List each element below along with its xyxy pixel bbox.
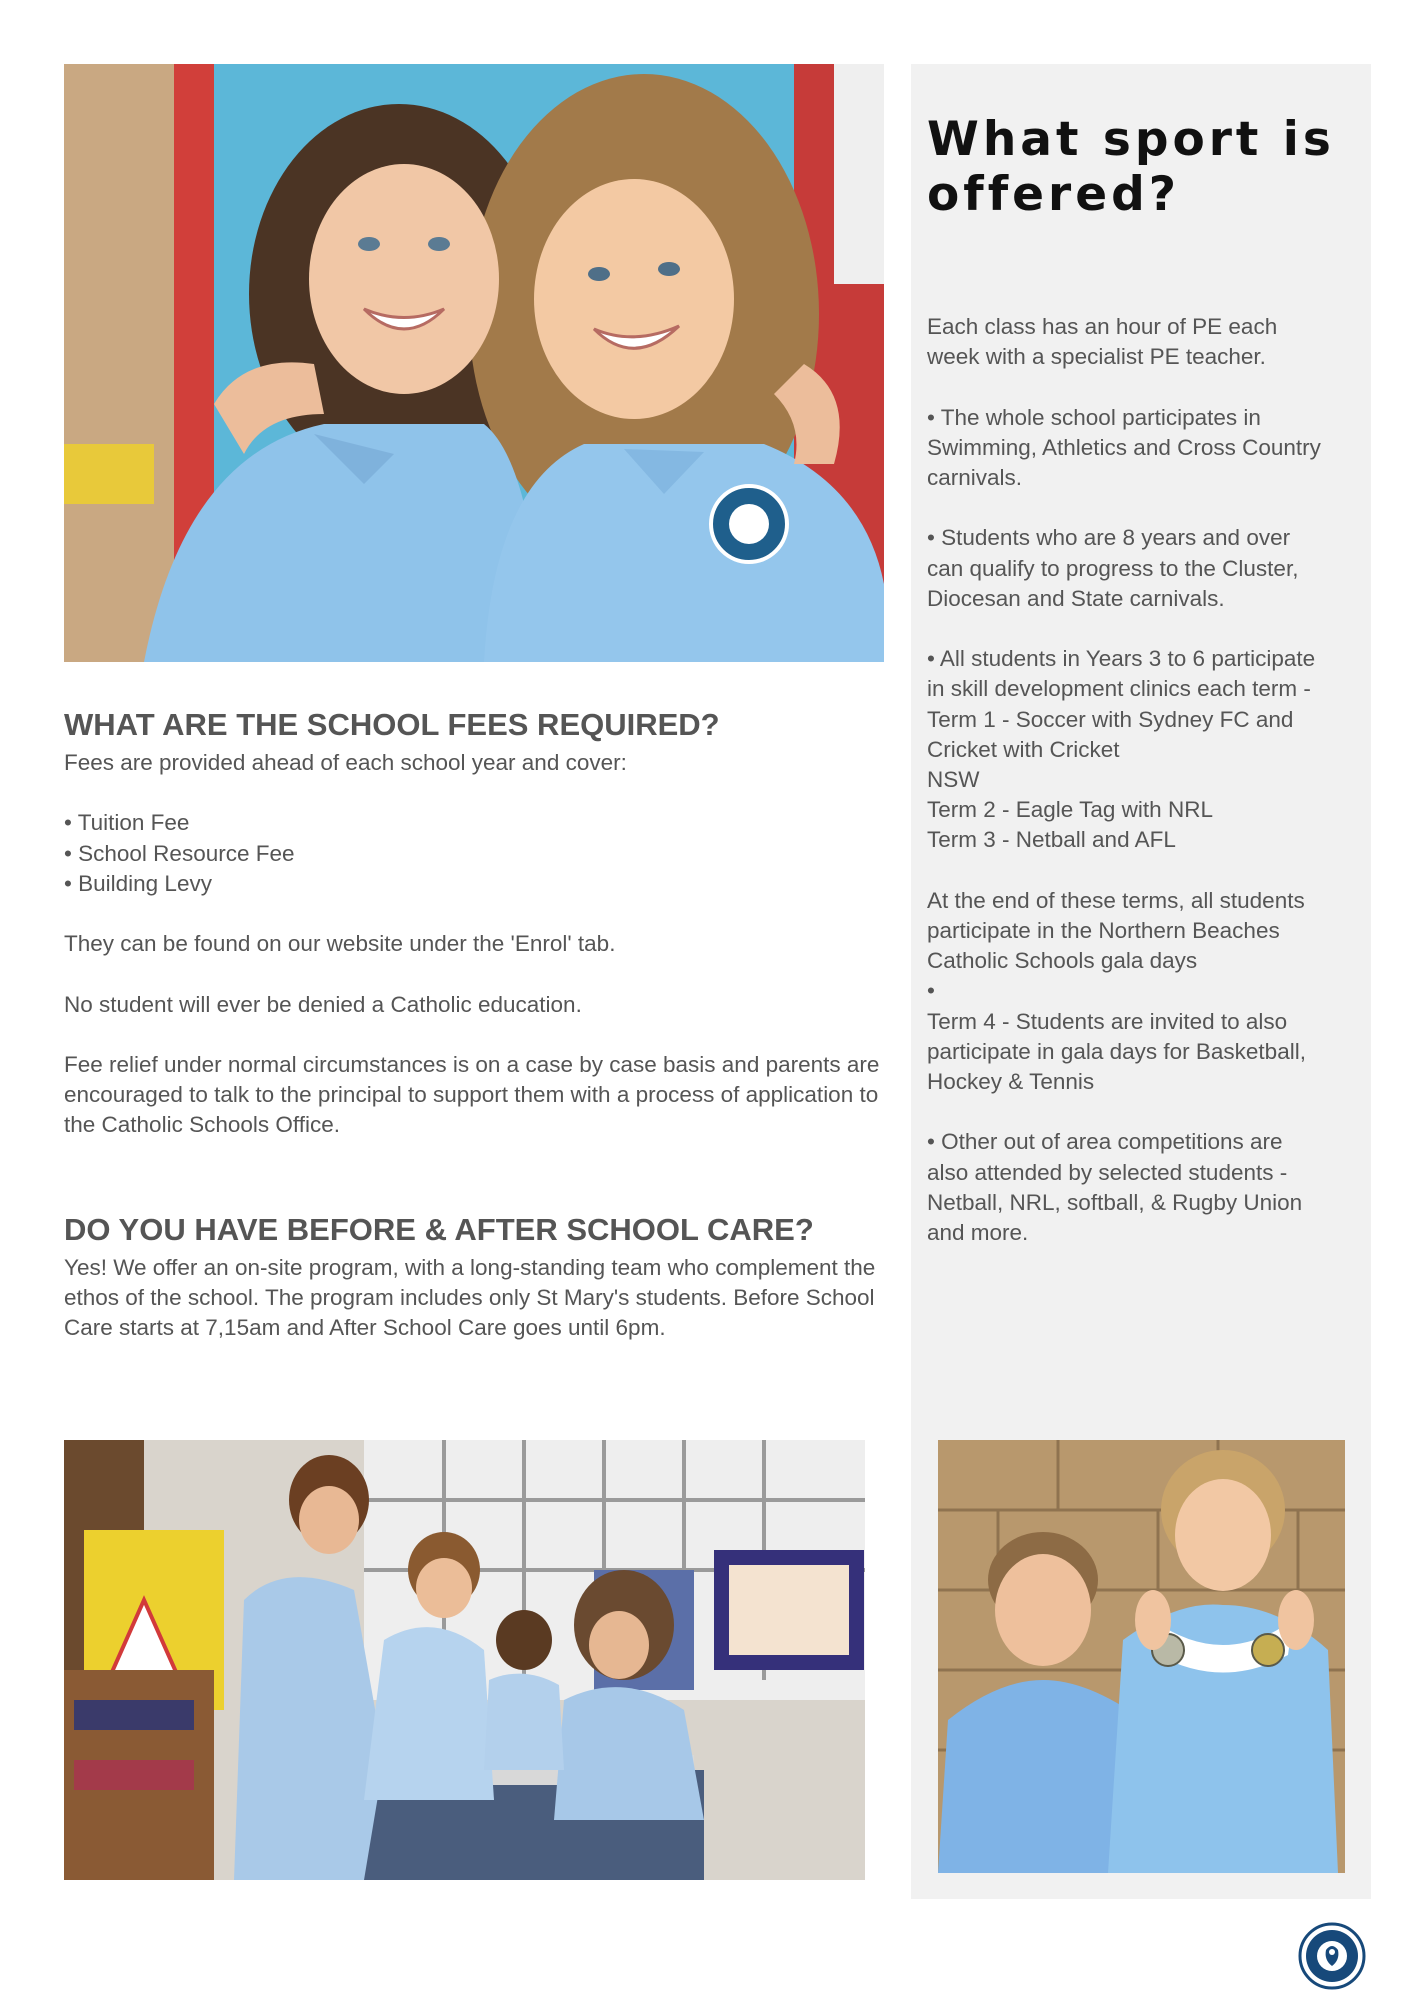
sport-paragraph: • Students who are 8 years and over can qualify to progress to the Cluster, Diocesan and State carnivals. [927, 525, 1299, 611]
sport-paragraph: • Other out of area competitions are also attended by selected students - Netball, NRL, softball, & Rugby Union and more. [927, 1129, 1303, 1246]
sport-paragraph: Term 3 - Netball and AFL [927, 827, 1176, 853]
sport-title: What sport is offered? [927, 112, 1335, 222]
sport-paragraph: • The whole school participates in Swimming, Athletics and Cross Country carnivals. [927, 404, 1321, 490]
fees-website-note: They can be found on our website under the 'Enrol' tab. [64, 931, 616, 957]
fees-intro: Fees are provided ahead of each school year and cover: [64, 750, 627, 775]
photo-classroom [64, 1440, 865, 1880]
care-text: Yes! We offer an on-site program, with a long-standing team who complement the ethos of the school. The program includes only St Mary's students. Before School Care starts at 7,15am and After School Care goes until 6pm. [64, 1255, 876, 1341]
fees-body [64, 748, 900, 1141]
fee-item: • School Resource Fee [64, 840, 295, 866]
photo-medal-winners [938, 1440, 1345, 1873]
fee-item: • Tuition Fee [64, 810, 190, 836]
fees-denied-note: No student will ever be denied a Catholic education. [64, 991, 582, 1017]
sport-paragraph: • [927, 978, 935, 1004]
sport-paragraph: • All students in Years 3 to 6 participate in skill development clinics each term - [927, 646, 1316, 702]
fee-item: • Building Levy [64, 870, 212, 896]
fees-heading: WHAT ARE THE SCHOOL FEES REQUIRED? [64, 707, 720, 742]
photo-two-girls [64, 64, 884, 662]
sport-paragraph: Each class has an hour of PE each week with a specialist PE teacher. [927, 314, 1278, 370]
sport-paragraph: At the end of these terms, all students participate in the Northern Beaches Catholic Schools gala days [927, 887, 1305, 974]
sport-body [927, 312, 1327, 1248]
sport-paragraph: Term 1 - Soccer with Sydney FC and Cricket with Cricket [927, 706, 1294, 762]
school-logo-icon [1298, 1922, 1366, 1990]
sport-paragraph: Term 2 - Eagle Tag with NRL [927, 797, 1213, 823]
sport-paragraph: NSW [927, 767, 980, 792]
care-body [64, 1253, 900, 1344]
sport-paragraph: Term 4 - Students are invited to also participate in gala days for Basketball, Hockey & Tennis [927, 1008, 1306, 1095]
fees-relief-note: Fee relief under normal circumstances is on a case by case basis and parents are encouraged to talk to the principal to support them with a process of application to the Catholic Schools Office. [64, 1051, 880, 1138]
care-heading: DO YOU HAVE BEFORE & AFTER SCHOOL CARE? [64, 1212, 814, 1247]
